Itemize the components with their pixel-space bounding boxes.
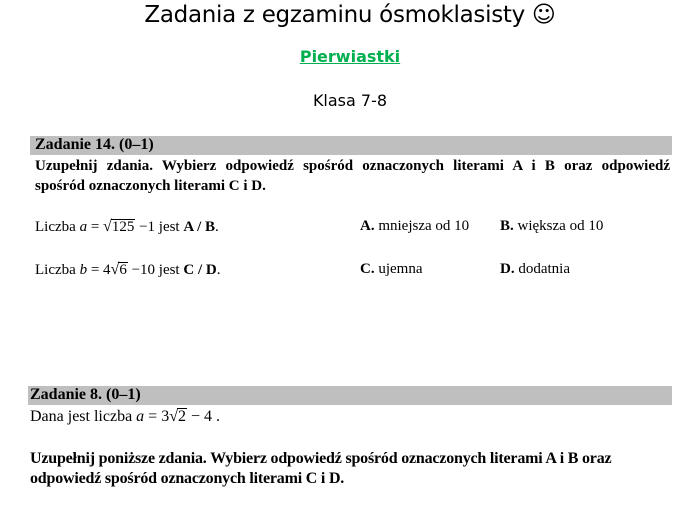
task8-given [30,408,220,426]
task8-heading: Zadanie 8. (0–1) [30,386,141,403]
radical-sign-icon: √ [169,408,178,425]
task8-instruction-line1: Uzupełnij poniższe zdania. Wybierz odpowiedź spośród oznaczonych literami A i B oraz [30,450,612,467]
radicand: 125 [111,219,135,235]
variable-b: b [79,262,88,278]
option-c[interactable] [360,261,423,278]
option-b[interactable] [500,218,603,235]
period: . [216,262,221,278]
choice-marker: C / D [183,262,217,278]
option-a[interactable] [360,218,469,235]
choice-marker: A / B [183,219,216,235]
equals: = 4 [87,262,111,278]
option-c-letter: C. [360,261,375,277]
task8-instruction-line2: odpowiedź spośród oznaczonych literami C i D. [30,470,345,487]
given-prefix: Dana jest liczba [30,408,137,425]
radicand: 6 [119,262,127,278]
task14-sentence-a [35,218,219,236]
period: . [215,219,219,235]
option-c-text: ujemna [374,261,423,277]
radicand: 2 [177,408,186,425]
equals: = 3 [144,408,170,425]
grade-label: Klasa 7-8 [312,91,388,110]
topic-link[interactable]: Pierwiastki [299,47,401,66]
option-b-letter: B. [500,218,514,234]
option-d[interactable] [500,261,570,278]
option-d-text: dodatnia [514,261,570,277]
variable-a: a [136,408,145,425]
task14-instruction-line1: Uzupełnij zdania. Wybierz odpowiedź spośród oznaczonych literami A i B oraz odpowiedź [35,158,670,174]
sentence-prefix: Liczba [35,219,80,235]
sentence-suffix: −10 jest [127,262,184,278]
task14-sentence-b [35,261,220,279]
sentence-suffix: −1 jest [135,219,184,235]
radical-sign-icon: √ [110,261,120,278]
option-d-letter: D. [500,261,515,277]
sentence-prefix: Liczba [35,262,80,278]
given-suffix: − 4 . [186,408,221,425]
option-a-letter: A. [360,218,375,234]
option-a-text: mniejsza od 10 [374,218,470,234]
equals: = [87,219,104,235]
page-title: Zadania z egzaminu ósmoklasisty ☺ [144,2,556,28]
radical-sign-icon: √ [103,218,112,235]
option-b-text: większa od 10 [513,218,604,234]
task14-heading: Zadanie 14. (0–1) [35,136,154,153]
task14-instruction-line2: spośród oznaczonych literami C i D. [35,178,266,194]
variable-a: a [79,219,88,235]
